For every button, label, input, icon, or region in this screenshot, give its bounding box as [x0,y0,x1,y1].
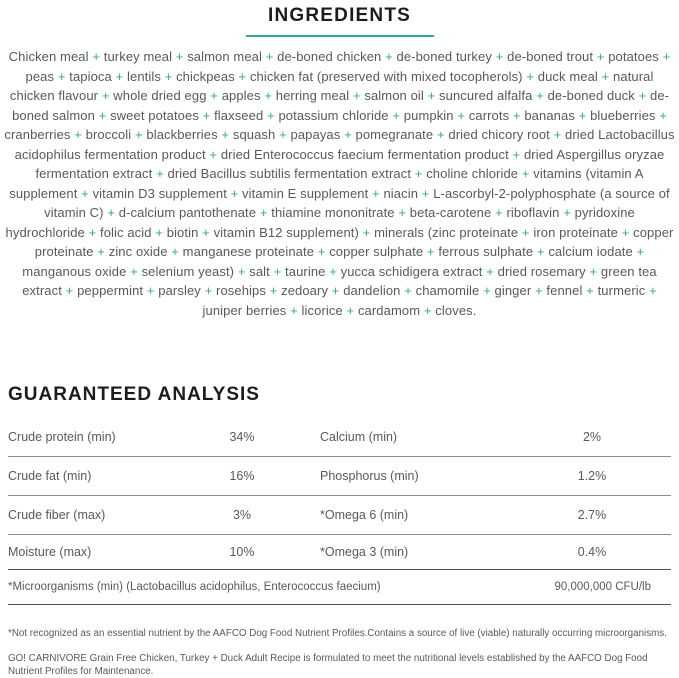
plus-separator: + [204,283,213,298]
ingredient: natural chicken flavour [9,68,654,103]
ingredient: riboflavin [506,205,560,220]
plus-separator: + [202,107,211,123]
plus-separator: + [269,283,278,298]
plus-separator: + [279,127,287,142]
plus-separator: + [601,68,610,84]
ingredient: blueberries [590,107,656,123]
ingredient: tapioca [69,68,112,84]
plus-separator: + [535,283,543,298]
plus-separator: + [578,107,587,123]
ingredient: minerals (zinc proteinate [374,224,519,240]
nutrient-value: 10% [229,545,255,559]
plus-separator: + [238,68,247,84]
plus-separator: + [156,166,164,181]
plus-separator: + [362,224,371,240]
ingredient: d-calcium pantothenate [118,205,257,220]
ingredient: peppermint [77,283,144,298]
plus-separator: + [81,185,89,201]
plus-separator: + [57,68,66,84]
ingredient: de-boned duck [547,88,635,103]
ingredient: copper proteinate [34,224,674,259]
plus-separator: + [146,283,155,298]
ingredient: turmeric [597,283,646,298]
plus-separator: + [107,205,116,220]
ingredient: choline chloride [426,166,519,181]
nutrient-label: Crude fiber (max) [8,508,106,522]
ingredient: manganous oxide [22,263,127,279]
ingredient: sweet potatoes [110,107,199,123]
plus-separator: + [649,283,657,298]
nutrient-label: *Omega 3 (min) [320,545,409,559]
ingredient: peas [25,68,55,84]
ingredient: niacin [383,185,419,201]
microorganisms-value: 90,000,000 CFU/lb [554,581,651,593]
plus-separator: + [621,224,630,240]
nutrient-label: Crude protein (min) [8,430,116,444]
nutrient-value: 2.7% [577,508,607,522]
ingredients-title: INGREDIENTS [267,5,412,26]
ingredient: L-ascorbyl-2-polyphosphate (a source of vitamin C) [44,185,670,220]
ingredient: beta-carotene [409,205,492,220]
ingredient: dried Enterococcus faecium fermentation product [220,146,509,162]
plus-separator: + [344,127,352,142]
plus-separator: + [88,224,97,240]
plus-separator: + [526,68,535,84]
ingredient: dried rosemary [497,263,586,279]
plus-separator: + [662,49,671,64]
title-underline-rule [246,35,434,37]
plus-separator: + [74,127,82,142]
plus-separator: + [385,49,393,64]
ingredient: vitamin D3 supplement [92,185,227,201]
plus-separator: + [457,107,466,123]
nutrient-value: 1.2% [577,469,607,483]
ingredient: dried Bacillus subtilis fermentation extract [167,166,412,181]
ingredient: rosehips [216,283,266,298]
ingredient: Chicken meal [8,49,89,64]
ingredient: whole dried egg [113,88,207,103]
plus-separator: + [175,49,184,64]
ingredient: dandelion [343,283,401,298]
ingredient: cardamom [357,302,421,318]
ingredient: dried Aspergillus oryzae fermentation extract [35,146,665,181]
ingredient: chickpeas [176,68,235,84]
ingredient: yucca schidigera extract [340,263,483,279]
table-row [8,457,671,496]
plus-separator: + [331,283,340,298]
ingredient: chamomile [415,283,480,298]
plus-separator: + [521,166,530,181]
plus-separator: + [171,244,179,259]
plus-separator: + [636,244,645,259]
plus-separator: + [237,263,246,279]
nutrient-label: *Omega 6 (min) [320,508,409,522]
plus-separator: + [230,185,239,201]
plus-separator: + [563,205,571,220]
plus-separator: + [264,88,273,103]
plus-separator: + [512,107,521,123]
plus-separator: + [436,127,445,142]
nutrient-label: Moisture (max) [8,545,92,559]
ingredient: thiamine mononitrate [271,205,395,220]
plus-separator: + [221,127,230,142]
ingredient: suncured alfalfa [439,88,533,103]
ingredient: cloves. [435,302,477,318]
plus-separator: + [164,68,173,84]
ingredient: copper sulphate [329,244,424,259]
ingredient: bananas [524,107,575,123]
plus-separator: + [317,244,326,259]
plus-separator: + [536,244,545,259]
table-row [8,535,671,570]
ingredient: carrots [468,107,510,123]
ingredient: fennel [546,283,583,298]
ingredient: squash [232,127,276,142]
plus-separator: + [267,107,275,123]
plus-separator: + [427,88,436,103]
plus-separator: + [392,107,401,123]
nutrient-label: Crude fat (min) [8,469,92,483]
ingredient: pyridoxine hydrochloride [5,205,635,240]
plus-separator: + [134,127,143,142]
ingredients-paragraph [4,47,675,320]
plus-separator: + [346,302,355,318]
ingredient: dried chicory root [448,127,550,142]
ingredient: herring meal [275,88,350,103]
ingredient: parsley [158,283,201,298]
ingredient: blackberries [146,127,218,142]
plus-separator: + [536,88,544,103]
ingredient: potassium chloride [278,107,389,123]
plus-separator: + [495,205,503,220]
ingredient: lentils [127,68,161,84]
ingredient: manganese proteinate [182,244,315,259]
plus-separator: + [512,146,521,162]
plus-separator: + [209,146,218,162]
ingredient: zinc oxide [108,244,168,259]
ingredient: zedoary [281,283,329,298]
plus-separator: + [586,283,594,298]
ingredient: juniper berries [202,302,287,318]
nutrient-value: 3% [232,508,252,522]
ingredient: salmon meal [187,49,262,64]
ingredient: de-boned chicken [277,49,382,64]
ingredient: broccoli [85,127,132,142]
ingredient: salmon oil [364,88,424,103]
microorganisms-row [8,570,671,605]
pet-food-label [0,5,679,678]
ingredient: de-boned salmon [12,88,670,123]
plus-separator: + [414,166,423,181]
plus-separator: + [65,283,74,298]
plus-separator: + [92,49,101,64]
ingredient: chicken fat (preserved with mixed tocopherols) [249,68,523,84]
plus-separator: + [423,302,432,318]
ingredient: vitamins (vitamin A supplement [9,166,644,201]
ingredient: vitamin E supplement [242,185,369,201]
ingredient: biotin [166,224,199,240]
plus-separator: + [553,127,562,142]
ingredient: ferrous sulphate [438,244,534,259]
ingredient: papayas [290,127,341,142]
plus-separator: + [101,88,110,103]
guaranteed-analysis-table [8,418,671,605]
microorganisms-label: *Microorganisms (min) (Lactobacillus acidophilus, Enterococcus faecium) [8,581,381,593]
footnote-formulation-statement: GO! CARNIVORE Grain Free Chicken, Turkey + Duck Adult Recipe is formulated to meet the nutritional levels established by the AAFCO Dog Food Nutrient Profiles for Maintenance. [8,653,648,677]
ingredient: pomegranate [355,127,434,142]
plus-separator: + [97,244,105,259]
table-row [8,418,671,457]
plus-separator: + [210,88,218,103]
ingredient: ginger [494,283,532,298]
ingredient: iron proteinate [533,224,618,240]
plus-separator: + [659,107,667,123]
plus-separator: + [426,244,435,259]
ingredient: turkey meal [103,49,173,64]
plus-separator: + [273,263,282,279]
nutrient-value: 2% [582,430,602,444]
plus-separator: + [155,224,164,240]
ingredient: dried Lactobacillus acidophilus fermentation product [14,127,675,162]
plus-separator: + [329,263,337,279]
ingredient: cranberries [4,127,71,142]
nutrient-value: 34% [229,430,255,444]
plus-separator: + [589,263,598,279]
ingredient: taurine [285,263,326,279]
plus-separator: + [265,49,274,64]
ingredient: apples [221,88,261,103]
plus-separator: + [521,224,530,240]
ingredient: duck meal [537,68,598,84]
footnote-aafco-nutrient: *Not recognized as an essential nutrient by the AAFCO Dog Food Nutrient Profiles.Contains a source of live (viable) naturally occurring microorganisms. [8,628,667,639]
guaranteed-analysis-title: GUARANTEED ANALYSIS [8,384,260,405]
plus-separator: + [98,107,107,123]
plus-separator: + [259,205,268,220]
plus-separator: + [352,88,361,103]
ingredient: pumpkin [403,107,454,123]
plus-separator: + [372,185,380,201]
ingredient: flaxseed [214,107,264,123]
nutrient-value: 16% [229,469,255,483]
plus-separator: + [202,224,210,240]
ingredient: calcium iodate [548,244,633,259]
plus-separator: + [115,68,124,84]
nutrient-label: Phosphorus (min) [320,469,419,483]
nutrient-value: 0.4% [577,545,607,559]
plus-separator: + [483,283,491,298]
plus-separator: + [596,49,605,64]
plus-separator: + [398,205,407,220]
plus-separator: + [290,302,298,318]
plus-separator: + [404,283,412,298]
plus-separator: + [495,49,504,64]
ingredient: licorice [301,302,343,318]
plus-separator: + [486,263,494,279]
ingredient: vitamin B12 supplement) [213,224,359,240]
table-row [8,496,671,535]
ingredient: de-boned trout [507,49,594,64]
plus-separator: + [638,88,647,103]
ingredient: green tea extract [22,263,657,298]
ingredient: salt [249,263,270,279]
ingredient: selenium yeast) [141,263,235,279]
plus-separator: + [421,185,430,201]
ingredient: potatoes [608,49,659,64]
ingredient: folic acid [100,224,152,240]
plus-separator: + [130,263,138,279]
ingredient: de-boned turkey [396,49,492,64]
nutrient-label: Calcium (min) [320,430,398,444]
